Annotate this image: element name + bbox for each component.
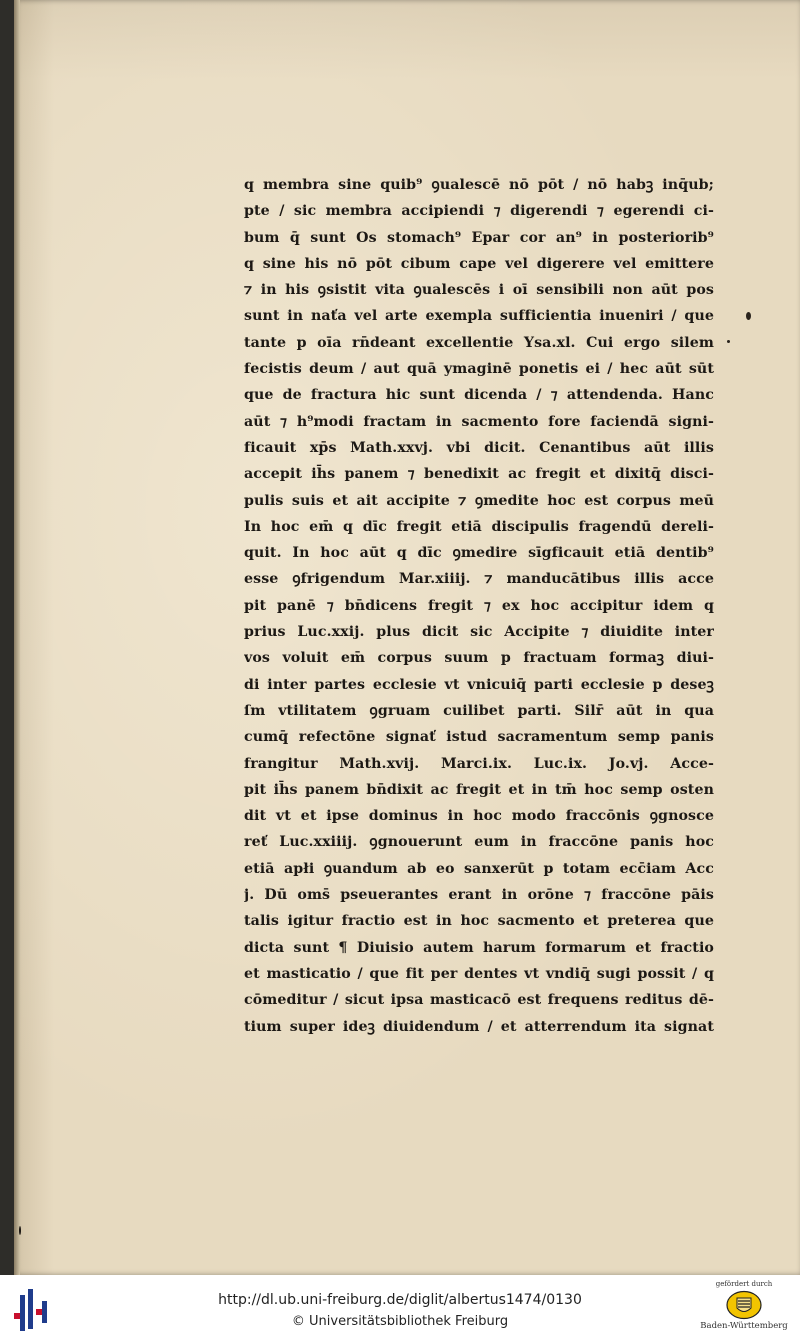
text-line: tium super ideꝫ diuidendum / et atterrendum ita signat bbox=[244, 1018, 714, 1035]
page-text-block bbox=[244, 172, 714, 1040]
ink-speck bbox=[727, 340, 730, 343]
text-line: q membra sine quib⁹ ꝯualescē nō pōt / nō habꝫ inq̄ub; bbox=[244, 177, 714, 193]
text-line: esse ꝯfrigendum Mar.xiiij. ⁊ manducātibus illis acce bbox=[244, 571, 714, 588]
text-line: reť Luc.xxiiij. ꝯgnouerunt eum in fraccōne panis hoc bbox=[244, 834, 714, 851]
text-line: ficauit xp̄s Math.xxvj. vbi dicit. Cenantibus aūt illis bbox=[244, 439, 714, 456]
text-line: j. Dū oms̄ pseuerantes erant in orōne ⁊ fraccōne pāis bbox=[244, 887, 714, 904]
text-line: dicta sunt ¶ Diuisio autem harum formarum et fractio bbox=[244, 939, 714, 956]
text-line: tante p oīa rn̄deant excellentie Ysa.xl. Cui ergo silem bbox=[244, 334, 714, 351]
text-line: sunt in naťa vel arte exempla sufficientia inueniri / que bbox=[244, 308, 714, 325]
viewer-footer bbox=[0, 1275, 800, 1335]
text-line: ſm vtilitatem ꝯgruam cuilibet parti. Silr̄ aūt in qua bbox=[244, 702, 714, 719]
text-line: accepit ih̄s panem ⁊ benedixit ac fregit et dixitq̄ disci- bbox=[244, 466, 714, 483]
text-line: fecistis deum / aut quā ymaginē ponetis ei / hec aūt sūt bbox=[244, 361, 714, 378]
sponsor-label: gefördert durch bbox=[715, 1280, 773, 1288]
text-line: et masticatio / que fit per dentes vt vndiq̄ sugi possit / q bbox=[244, 965, 714, 982]
text-line: di inter partes ecclesie vt vnicuiq̄ parti ecclesie p deseꝫ bbox=[244, 676, 714, 693]
text-line: cumq̄ refectōne signať istud sacramentum semp panis bbox=[244, 729, 714, 746]
sponsor-badge[interactable] bbox=[688, 1278, 800, 1335]
document-url-link[interactable]: http://dl.ub.uni-freiburg.de/diglit/albertus1474/0130 bbox=[218, 1292, 582, 1308]
text-line: etiā apłi ꝯuandum ab eo sanxerūt p totam ecc̄iam Acc bbox=[244, 860, 714, 877]
text-line: que de fractura hic sunt dicenda / ⁊ attendenda. Hanc bbox=[244, 387, 714, 404]
copyright-notice: © Universitätsbibliothek Freiburg bbox=[291, 1314, 509, 1329]
baden-wuerttemberg-crest-icon bbox=[725, 1290, 763, 1320]
text-line: talis igitur fractio est in hoc sacmento et preterea que bbox=[244, 913, 714, 930]
text-line: ⁊ in his ꝯsistit vita ꝯualescēs i oī sensibili non aūt pos bbox=[244, 282, 714, 299]
text-line: vos voluit em̄ corpus suum p fractuam formaꝫ diui- bbox=[244, 650, 714, 667]
text-line: In hoc em̄ q dīc fregit etiā discipulis fragendū dereli- bbox=[244, 518, 714, 535]
text-line: aūt ⁊ h⁹modi fractam in sacmento fore faciendā signi- bbox=[244, 413, 714, 430]
text-line: pulis suis et ait accipite ⁊ ꝯmedite hoc est corpus meū bbox=[244, 492, 714, 509]
text-line: frangitur Math.xvij. Marci.ix. Luc.ix. Jo.vj. Acce- bbox=[244, 755, 714, 772]
ink-speck bbox=[19, 1226, 21, 1235]
text-line: dit vt et ipse dominus in hoc modo fraccōnis ꝯgnosce bbox=[244, 808, 714, 825]
text-line: pit panē ⁊ bn̄dicens fregit ⁊ ex hoc accipitur idem q bbox=[244, 597, 714, 614]
text-line: q sine his nō pōt cibum cape vel digerere vel emittere bbox=[244, 255, 714, 272]
text-line: prius Luc.xxij. plus dicit sic Accipite ⁊ diuidite inter bbox=[244, 624, 714, 641]
ink-speck bbox=[746, 312, 751, 320]
text-line: bum q̄ sunt Os stomach⁹ Epar cor an⁹ in posteriorib⁹ bbox=[244, 229, 714, 246]
text-line: cōmeditur / sicut ipsa masticacō est frequens reditus dē- bbox=[244, 992, 714, 1009]
text-line: quit. In hoc aūt q dīc ꝯmedire sīgficauit etiā dentib⁹ bbox=[244, 545, 714, 562]
text-line: pit ih̄s panem bn̄dixit ac fregit et in tm̄ hoc semp osten bbox=[244, 781, 714, 798]
text-line: pte / sic membra accipiendi ⁊ digerendi ⁊ egerendi ci- bbox=[244, 203, 714, 220]
sponsor-name: Baden-Württemberg bbox=[700, 1321, 788, 1331]
page-binding-edge bbox=[14, 0, 20, 1275]
